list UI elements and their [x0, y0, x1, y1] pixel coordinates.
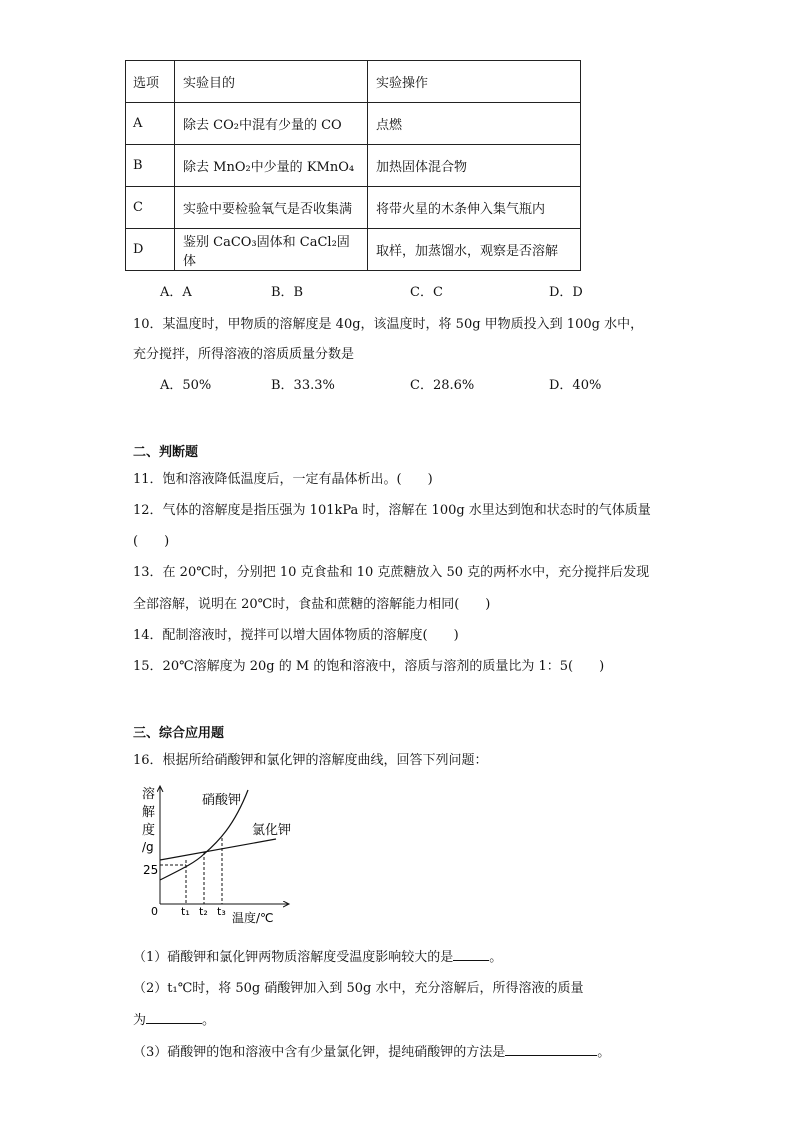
table-row: [126, 229, 581, 271]
q10-text-line1: 10．某温度时，甲物质的溶解度是 40g，该温度时，将 50g 甲物质投入到 100g 水中，: [133, 317, 644, 332]
header-cell: 选项: [126, 61, 175, 103]
answer-blank-1[interactable]: [453, 946, 489, 961]
q9-option-a[interactable]: A．A: [160, 285, 192, 300]
table-cell: 除去 CO₂中混有少量的 CO: [175, 103, 368, 145]
table-cell: 鉴别 CaCO₃固体和 CaCl₂固体: [175, 229, 368, 271]
header-cell: 实验目的: [175, 61, 368, 103]
x-tick-label-t3: t₃: [217, 905, 226, 918]
period: 。: [202, 1013, 216, 1028]
q9-option-c[interactable]: C．C: [410, 285, 443, 300]
table-cell: B: [126, 145, 175, 187]
answer-blank-3[interactable]: [505, 1041, 597, 1056]
section-title-judgment: 二、判断题: [133, 445, 199, 460]
q13-text-line1: 13．在 20℃时，分别把 10 克食盐和 10 克蔗糖放入 50 克的两杯水中，充分搅拌后发现: [133, 565, 650, 580]
table-cell: D: [126, 229, 175, 271]
q14-text: 14．配制溶液时，搅拌可以增大固体物质的溶解度( ): [133, 628, 459, 643]
q11-text: 11．饱和溶液降低温度后，一定有晶体析出。( ): [133, 472, 433, 487]
q16-sub3: [133, 1041, 610, 1060]
q10-option-a[interactable]: A．50%: [160, 378, 212, 393]
series-label-kno3: 硝酸钾: [202, 793, 242, 808]
q9-option-b[interactable]: B．B: [271, 285, 304, 300]
y-axis-label-3: 度: [142, 823, 156, 838]
origin-label: 0: [151, 905, 158, 918]
experiment-table: [125, 60, 581, 271]
series-label-kcl: 氯化钾: [252, 823, 292, 838]
table-cell: 将带火星的木条伸入集气瓶内: [368, 187, 581, 229]
solubility-chart: [134, 782, 314, 927]
q10-text-line2: 充分搅拌，所得溶液的溶质质量分数是: [133, 347, 355, 362]
table-cell: A: [126, 103, 175, 145]
q16-sub2-line2: [133, 1009, 215, 1028]
y-axis-label-1: 溶: [142, 787, 156, 802]
q10-option-d[interactable]: D．40%: [549, 378, 602, 393]
period: 。: [597, 1045, 611, 1060]
y-axis-label-4: /g: [142, 840, 154, 854]
q10-option-c[interactable]: C．28.6%: [410, 378, 475, 393]
section-title-comprehensive: 三、综合应用题: [133, 726, 225, 741]
table-cell: 点燃: [368, 103, 581, 145]
table-cell: 除去 MnO₂中少量的 KMnO₄: [175, 145, 368, 187]
header-cell: 实验操作: [368, 61, 581, 103]
q16-text: 16．根据所给硝酸钾和氯化钾的溶解度曲线，回答下列问题：: [133, 753, 488, 768]
q16-sub2-text: 为: [133, 1013, 147, 1028]
q12-text-line1: 12．气体的溶解度是指压强为 101kPa 时，溶解在 100g 水里达到饱和状态时的气体质量: [133, 503, 651, 518]
q12-text-line2: ( ): [133, 534, 170, 549]
y-tick-label-25: 25: [143, 863, 159, 877]
q13-text-line2: 全部溶解，说明在 20℃时，食盐和蔗糖的溶解能力相同( ): [133, 597, 491, 612]
x-tick-label-t1: t₁: [181, 905, 190, 918]
table-header-row: [126, 61, 581, 103]
q16-sub1: [133, 946, 502, 965]
table-cell: 取样，加蒸馏水，观察是否溶解: [368, 229, 581, 271]
table-row: [126, 145, 581, 187]
series-line-kcl: [160, 839, 276, 860]
q10-option-b[interactable]: B．33.3%: [271, 378, 335, 393]
table-cell: C: [126, 187, 175, 229]
q9-option-d[interactable]: D．D: [549, 285, 583, 300]
x-tick-label-t2: t₂: [199, 905, 208, 918]
q16-sub1-text: （1）硝酸钾和氯化钾两物质溶解度受温度影响较大的是: [133, 950, 454, 965]
table-cell: 加热固体混合物: [368, 145, 581, 187]
x-axis-label: 温度/℃: [232, 911, 274, 925]
table-row: [126, 187, 581, 229]
period: 。: [489, 950, 503, 965]
answer-blank-2[interactable]: [146, 1009, 202, 1024]
y-axis-label-2: 解: [142, 805, 156, 820]
q16-sub2-line1: （2）t₁℃时，将 50g 硝酸钾加入到 50g 水中，充分溶解后，所得溶液的质量: [133, 981, 584, 996]
q15-text: 15．20℃溶解度为 20g 的 M 的饱和溶液中，溶质与溶剂的质量比为 1：5( ): [133, 659, 605, 674]
table-cell: 实验中要检验氧气是否收集满: [175, 187, 368, 229]
table-row: [126, 103, 581, 145]
q16-sub3-text: （3）硝酸钾的饱和溶液中含有少量氯化钾，提纯硝酸钾的方法是: [133, 1045, 506, 1060]
